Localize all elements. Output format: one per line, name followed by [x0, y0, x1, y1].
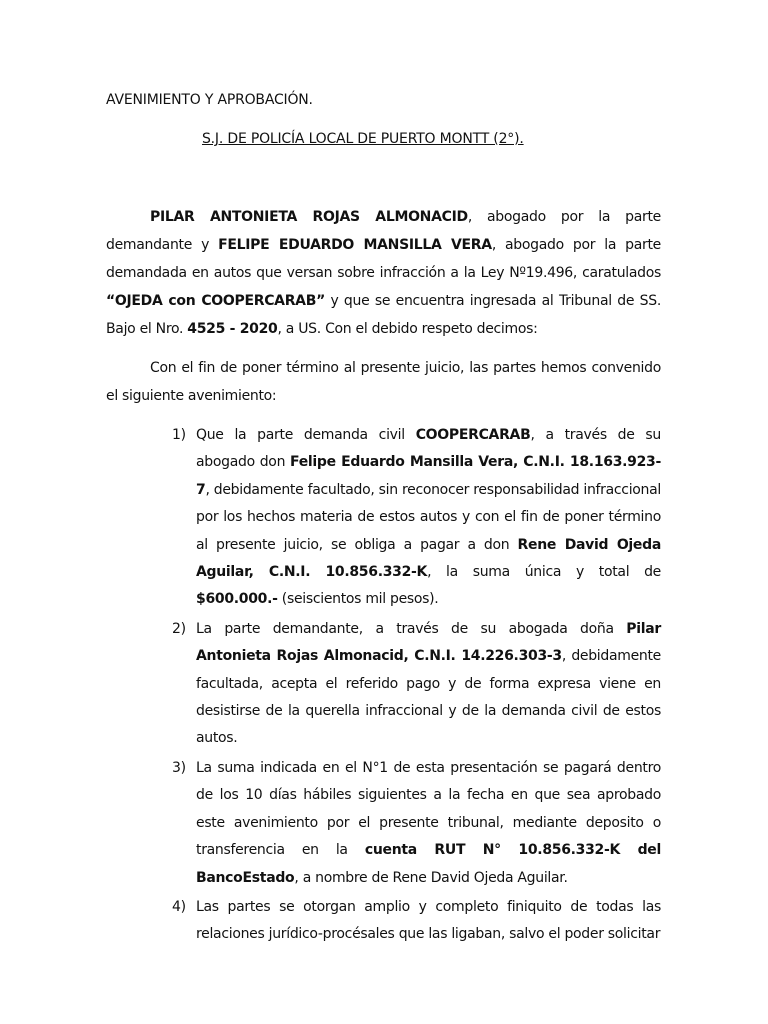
case-number: 4525 - 2020: [187, 321, 278, 337]
clause-item: [172, 755, 661, 892]
clause-text: , debidamente facultado, sin reconocer responsabilidad infraccional por los hechos materia de estos autos y con el fin de poner término al presente juicio, se obliga a pagar a don: [196, 481, 661, 553]
intro-text-4: , a US. Con el debido respeto decimos:: [277, 321, 538, 337]
clause-item: [172, 894, 661, 949]
clause-text: , a través de su abogado don: [196, 427, 661, 471]
clause-text: La parte demandante, a través de su abogada doña: [196, 620, 627, 637]
intro-text-2: , abogado por la parte demandada en autos que versan sobre infracción a la Ley Nº19.496, caratulados: [106, 237, 661, 281]
clause-text: Las partes se otorgan amplio y completo finiquito de todas las relaciones jurídico-procésales que las ligaban, salvo el poder solicitar: [196, 898, 661, 943]
clause-bold-text: Pilar Antonieta Rojas Almonacid, C.N.I. 14.226.303-3: [196, 620, 661, 665]
clause-text: , a nombre de Rene David Ojeda Aguilar.: [294, 869, 568, 886]
intro-text-3: y que se encuentra ingresada al Tribunal de SS. Bajo el Nro.: [106, 293, 661, 337]
clause-bold-text: Rene David Ojeda Aguilar, C.N.I. 10.856.332-K: [196, 536, 661, 581]
intro-text-1: , abogado por la parte demandante y: [106, 209, 661, 253]
agreement-intro-paragraph: Con el fin de poner término al presente juicio, las partes hemos convenido el siguiente avenimiento:: [106, 360, 661, 404]
intro-paragraph: [106, 203, 661, 343]
clause-number: 1): [172, 427, 186, 443]
clause-text: Que la parte demanda civil: [196, 427, 416, 443]
agreement-clauses-list: [172, 422, 661, 951]
clause-bold-text: Felipe Eduardo Mansilla Vera, C.N.I. 18.163.923-7: [196, 454, 661, 498]
clause-number: 2): [172, 620, 186, 637]
clause-bold-text: COOPERCARAB: [415, 427, 531, 443]
clause-bold-text: cuenta RUT N° 10.856.332-K del BancoEstado: [196, 842, 661, 886]
clause-text: La suma indicada en el N°1 de esta presentación se pagará dentro de los 10 días hábiles siguientes a la fecha en que sea aprobado este avenimiento por el presente tribunal, mediante deposito o transferencia en la: [196, 759, 661, 859]
clause-bold-text: $600.000.-: [196, 591, 278, 608]
case-title: “OJEDA con COOPERCARAB”: [106, 293, 325, 309]
clause-item: [172, 422, 661, 614]
clause-text: , debidamente facultada, acepta el referido pago y de forma expresa viene en desistirse de la querella infraccional y de la demanda civil de estos autos.: [196, 648, 661, 747]
court-title: S.J. DE POLICÍA LOCAL DE PUERTO MONTT (2°).: [202, 131, 524, 147]
clause-item: [172, 616, 661, 753]
clause-number: 4): [172, 898, 186, 915]
clause-number: 3): [172, 759, 186, 776]
document-heading: AVENIMIENTO Y APROBACIÓN.: [106, 92, 313, 108]
clause-text: , la suma única y total de: [427, 564, 661, 581]
defendant-lawyer-name: FELIPE EDUARDO MANSILLA VERA: [218, 237, 492, 253]
clause-text: (seiscientos mil pesos).: [277, 591, 439, 608]
plaintiff-lawyer-name: PILAR ANTONIETA ROJAS ALMONACID: [150, 209, 468, 225]
